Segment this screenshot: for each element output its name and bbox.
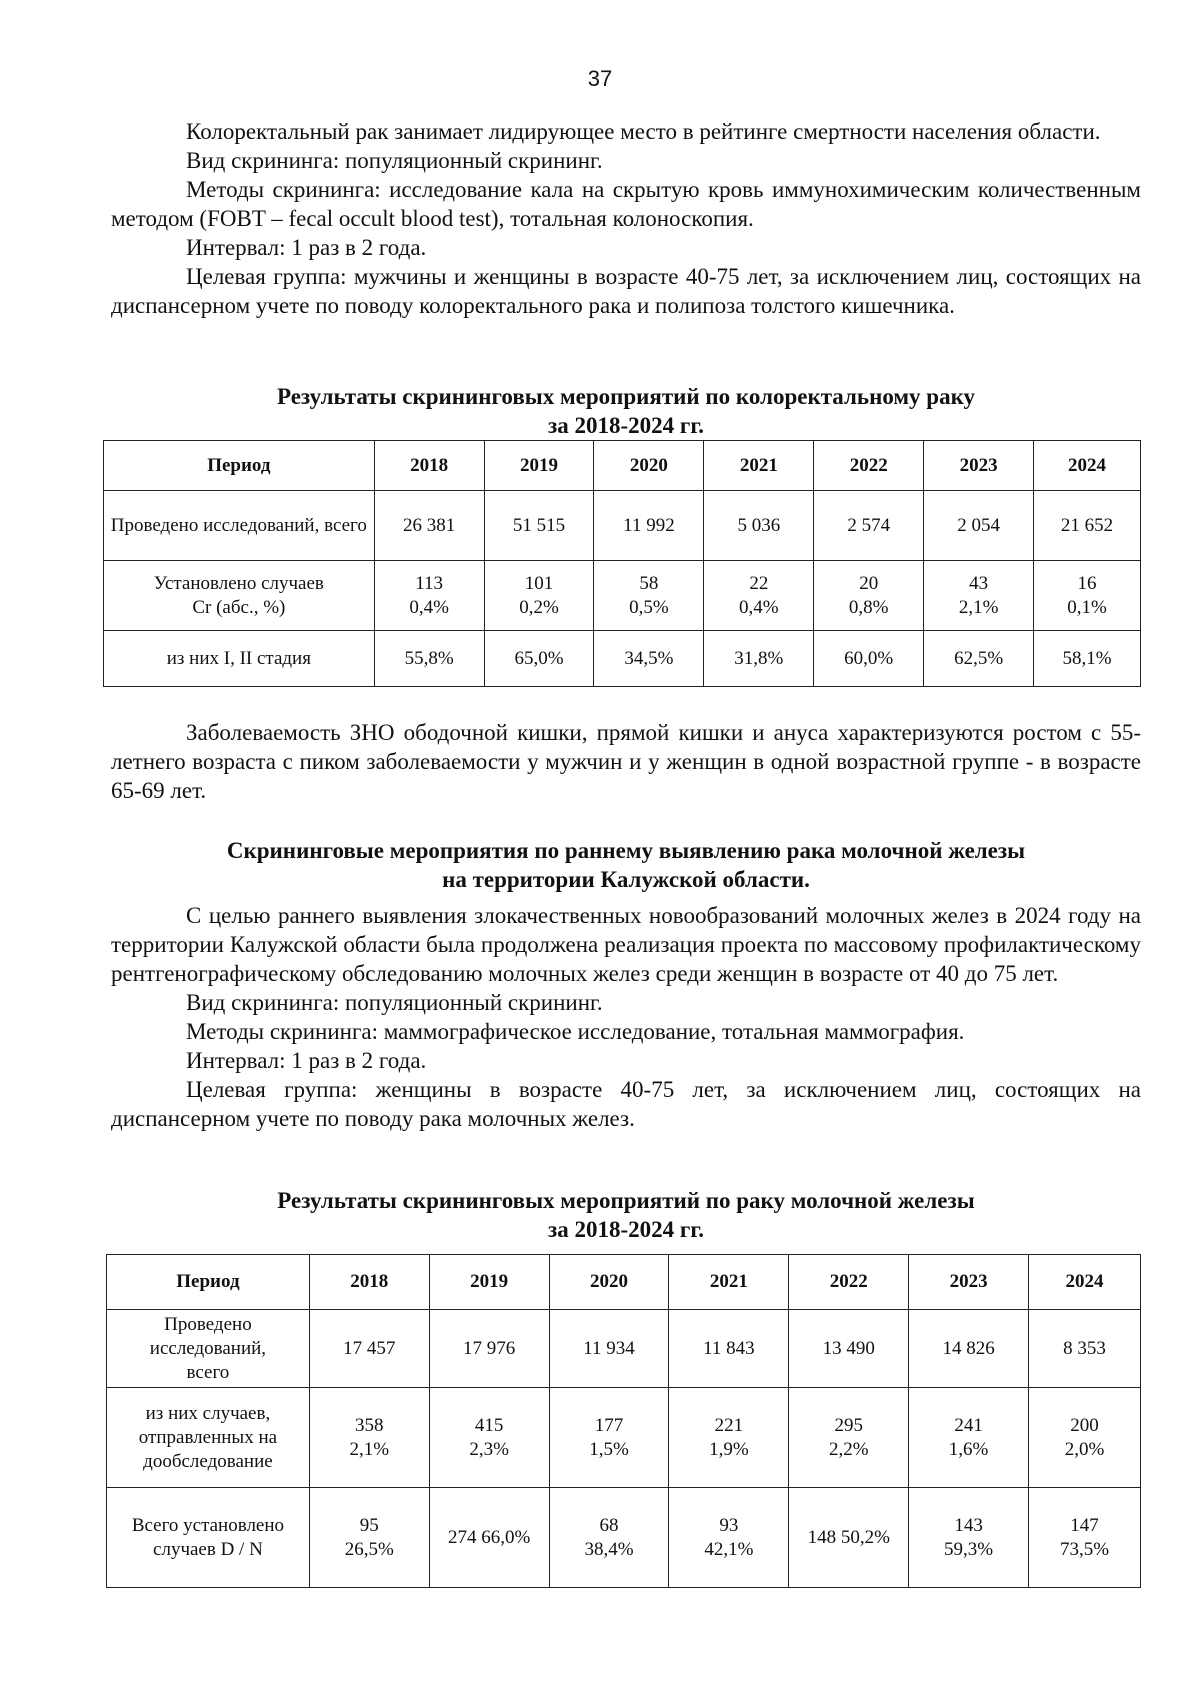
header-cell: 2022 <box>814 441 924 491</box>
table-cell: 31,8% <box>704 631 814 687</box>
table-cell: 34,5% <box>594 631 704 687</box>
table-cell <box>309 1488 429 1588</box>
table2-title <box>111 1186 1141 1244</box>
row-label-line: дообследование <box>143 1450 273 1472</box>
table-row <box>107 1388 1141 1488</box>
header-cell: 2024 <box>1034 441 1141 491</box>
header-cell: Период <box>107 1255 310 1310</box>
table-cell <box>789 1388 909 1488</box>
table-row <box>104 631 1141 687</box>
cell-count: 200 <box>1070 1414 1099 1436</box>
table-header-row <box>107 1255 1141 1310</box>
cell-percent: 2,2% <box>828 1438 869 1460</box>
breast-results-table <box>106 1254 1141 1588</box>
paragraph: Методы скрининга: маммографическое исследование, тотальная маммография. <box>186 1019 965 1044</box>
table-cell: 17 457 <box>309 1310 429 1388</box>
paragraph: Колоректальный рак занимает лидирующее место в рейтинге смертности населения области. <box>186 119 1101 144</box>
table-cell: 11 934 <box>549 1310 669 1388</box>
table-cell <box>594 561 704 631</box>
table-row <box>104 561 1141 631</box>
cell-percent: 0,5% <box>629 596 669 618</box>
cell-count: 43 <box>969 572 989 594</box>
row-label-line: из них случаев, <box>145 1402 271 1424</box>
header-cell: 2022 <box>789 1255 909 1310</box>
header-cell: 2020 <box>549 1255 669 1310</box>
row-label-line: Установлено случаев <box>153 572 324 594</box>
paragraph: Заболеваемость ЗНО ободочной кишки, прямой кишки и ануса характеризуются ростом с 55-летнего возраста с пиком заболеваемости у мужчин и у женщин в одной возрастной группе - в возрасте 65-69 лет. <box>111 720 1141 803</box>
cell-count: 20 <box>859 572 879 594</box>
table-row <box>104 491 1141 561</box>
table-cell <box>924 561 1034 631</box>
table-cell: 11 843 <box>669 1310 789 1388</box>
row-label <box>107 1310 310 1388</box>
header-cell: 2023 <box>924 441 1034 491</box>
cell-percent: 42,1% <box>704 1538 754 1560</box>
row-label <box>104 561 375 631</box>
table-cell <box>1029 1488 1141 1588</box>
breast-section-heading <box>111 836 1141 894</box>
cell-percent: 0,1% <box>1067 596 1107 618</box>
header-cell: 2020 <box>594 441 704 491</box>
colorectal-intro <box>111 117 1141 320</box>
cell-percent: 73,5% <box>1059 1538 1110 1560</box>
table-row <box>107 1310 1141 1388</box>
header-cell: 2019 <box>484 441 594 491</box>
header-cell: Период <box>104 441 375 491</box>
row-label <box>107 1388 310 1488</box>
cell-count: 68 <box>599 1514 619 1536</box>
table-cell <box>669 1388 789 1488</box>
paragraph: Целевая группа: женщины в возрасте 40-75 лет, за исключением лиц, состоящих на диспансерном учете по поводу рака молочных желез. <box>111 1077 1141 1131</box>
cell-count: 101 <box>524 572 554 594</box>
table-cell <box>549 1388 669 1488</box>
table-cell: 55,8% <box>374 631 484 687</box>
table-cell: 58,1% <box>1034 631 1141 687</box>
table-cell: 274 66,0% <box>429 1488 549 1588</box>
table-cell: 51 515 <box>484 491 594 561</box>
table-cell <box>429 1388 549 1488</box>
paragraph: Вид скрининга: популяционный скрининг. <box>186 148 603 173</box>
table-cell <box>814 561 924 631</box>
table-cell: 62,5% <box>924 631 1034 687</box>
table-cell: 11 992 <box>594 491 704 561</box>
cell-percent: 26,5% <box>344 1538 394 1560</box>
table-cell <box>1029 1388 1141 1488</box>
section-heading-line1: Скрининговые мероприятия по раннему выявлению рака молочной железы <box>226 838 1026 863</box>
cell-percent: 0,8% <box>848 596 889 618</box>
header-cell: 2021 <box>704 441 814 491</box>
table-cell <box>484 561 594 631</box>
table-cell <box>909 1388 1029 1488</box>
cell-count: 358 <box>355 1414 384 1436</box>
cell-percent: 38,4% <box>584 1538 634 1560</box>
row-label-line: отправленных на <box>138 1426 278 1448</box>
header-cell: 2021 <box>669 1255 789 1310</box>
cell-count: 147 <box>1070 1514 1099 1536</box>
cell-percent: 2,1% <box>349 1438 390 1460</box>
table-cell <box>669 1488 789 1588</box>
cell-count: 93 <box>719 1514 739 1536</box>
table2-title-line2: за 2018-2024 гг. <box>548 1217 704 1242</box>
page-number: 37 <box>587 66 613 91</box>
table-cell: 8 353 <box>1029 1310 1141 1388</box>
cell-count: 58 <box>639 572 659 594</box>
table-cell: 21 652 <box>1034 491 1141 561</box>
table-cell: 65,0% <box>484 631 594 687</box>
cell-count: 295 <box>834 1414 863 1436</box>
paragraph: Методы скрининга: исследование кала на скрытую кровь иммунохимическим количественным методом (FOBT – fecal occult blood test), тотальная колоноскопия. <box>111 177 1141 231</box>
cell-percent: 0,2% <box>519 596 559 618</box>
row-label-line: Всего установлено <box>131 1514 285 1536</box>
table1-title <box>111 382 1141 440</box>
cell-count: 177 <box>594 1414 624 1436</box>
cell-percent: 1,6% <box>948 1438 989 1460</box>
header-cell: 2023 <box>909 1255 1029 1310</box>
table1-title-line2: за 2018-2024 гг. <box>548 413 704 438</box>
cell-count: 241 <box>954 1414 983 1436</box>
row-label-line: Проведено <box>164 1313 252 1335</box>
table-cell: 2 574 <box>814 491 924 561</box>
table-cell <box>374 561 484 631</box>
table1-title-line1: Результаты скрининговых мероприятий по колоректальному раку <box>276 384 976 409</box>
header-cell: 2019 <box>429 1255 549 1310</box>
table-cell: 5 036 <box>704 491 814 561</box>
table-cell: 60,0% <box>814 631 924 687</box>
cell-count: 143 <box>954 1514 983 1536</box>
table-cell: 148 50,2% <box>789 1488 909 1588</box>
paragraph: С целью раннего выявления злокачественных новообразований молочных желез в 2024 году на территории Калужской области была продолжена реализация проекта по массовому профилактическому рентгенографическому обследованию молочных желез среди женщин в возрасте от 40 до 75 лет. <box>111 903 1141 986</box>
table-cell <box>909 1488 1029 1588</box>
table-cell: 13 490 <box>789 1310 909 1388</box>
colorectal-results-table <box>103 440 1141 687</box>
table-cell: 17 976 <box>429 1310 549 1388</box>
header-cell: 2018 <box>309 1255 429 1310</box>
table-cell <box>549 1488 669 1588</box>
row-label-line: случаев D / N <box>153 1538 263 1560</box>
cell-count: 16 <box>1077 572 1097 594</box>
cell-count: 22 <box>749 572 769 594</box>
header-cell: 2024 <box>1029 1255 1141 1310</box>
cell-percent: 1,9% <box>709 1438 749 1460</box>
table-cell: 14 826 <box>909 1310 1029 1388</box>
cell-percent: 2,1% <box>958 596 999 618</box>
breast-intro <box>111 901 1141 1133</box>
table-cell <box>1034 561 1141 631</box>
cell-count: 415 <box>474 1414 504 1436</box>
row-label: из них I, II стадия <box>104 631 375 687</box>
paragraph: Интервал: 1 раз в 2 года. <box>186 235 427 260</box>
row-label-line: Cr (абс., %) <box>192 596 286 618</box>
row-label: Проведено исследований, всего <box>104 491 375 561</box>
cell-count: 113 <box>415 572 444 594</box>
cell-percent: 2,3% <box>469 1438 509 1460</box>
row-label <box>107 1488 310 1588</box>
table-cell <box>704 561 814 631</box>
paragraph: Интервал: 1 раз в 2 года. <box>186 1048 427 1073</box>
section-heading-line2: на территории Калужской области. <box>442 867 810 892</box>
colorectal-after-table <box>111 718 1141 805</box>
table-cell: 2 054 <box>924 491 1034 561</box>
cell-percent: 0,4% <box>739 596 779 618</box>
table-header-row <box>104 441 1141 491</box>
table-row <box>107 1488 1141 1588</box>
table-cell <box>309 1388 429 1488</box>
cell-percent: 2,0% <box>1064 1438 1105 1460</box>
table2-title-line1: Результаты скрининговых мероприятий по раку молочной железы <box>277 1188 975 1213</box>
paragraph: Вид скрининга: популяционный скрининг. <box>186 990 603 1015</box>
row-label-line: всего <box>186 1361 230 1383</box>
cell-percent: 1,5% <box>589 1438 629 1460</box>
header-cell: 2018 <box>374 441 484 491</box>
paragraph: Целевая группа: мужчины и женщины в возрасте 40-75 лет, за исключением лиц, состоящих на диспансерном учете по поводу колоректального рака и полипоза толстого кишечника. <box>111 264 1141 318</box>
cell-percent: 59,3% <box>944 1538 994 1560</box>
cell-count: 221 <box>714 1414 744 1436</box>
cell-percent: 0,4% <box>409 596 449 618</box>
row-label-line: исследований, <box>149 1337 267 1359</box>
table-cell: 26 381 <box>374 491 484 561</box>
cell-count: 95 <box>359 1514 379 1536</box>
